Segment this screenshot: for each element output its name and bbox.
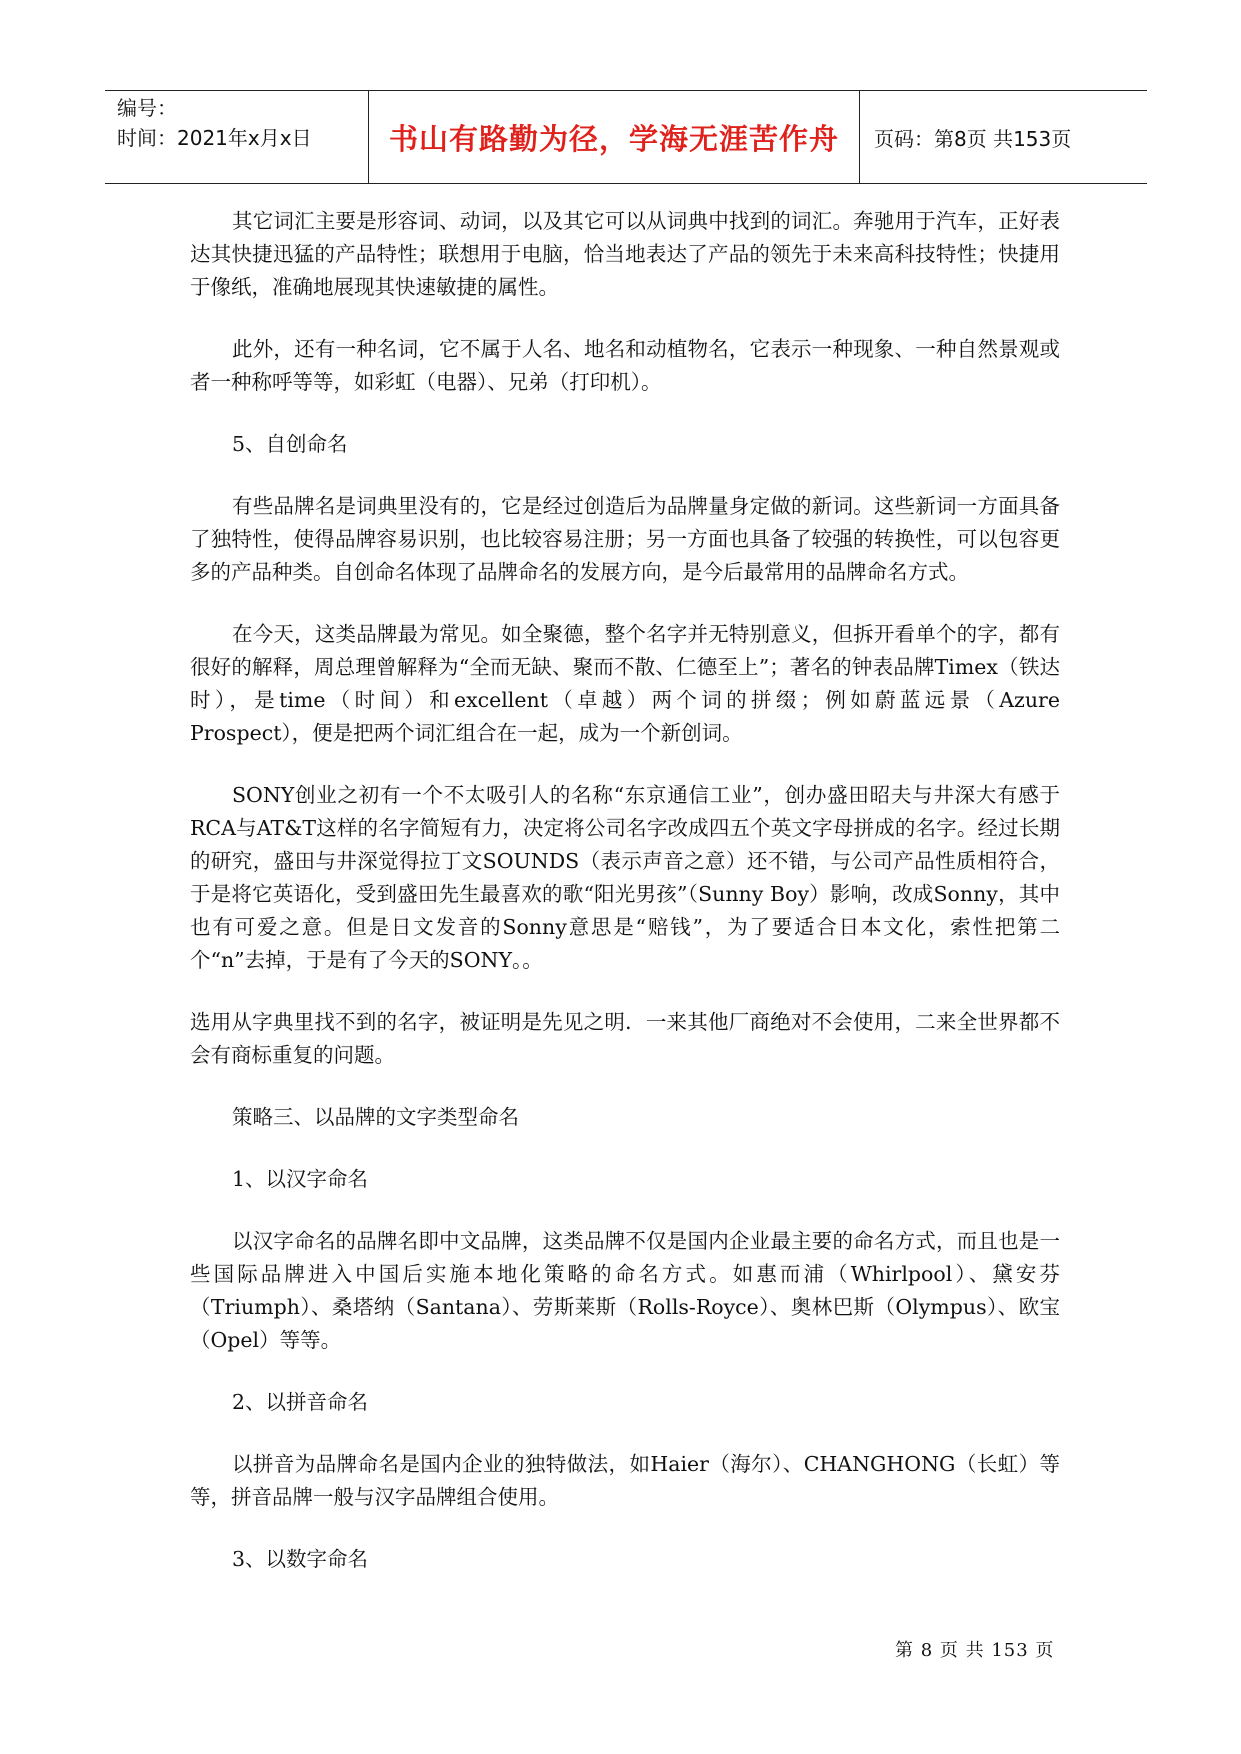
header-meta xyxy=(105,91,369,183)
paragraph: 选用从字典里找不到的名字，被证明是先见之明．一来其他厂商绝对不会使用，二来全世界都不会有商标重复的问题。 xyxy=(190,1010,1060,1067)
paragraph: 此外，还有一种名词，它不属于人名、地名和动植物名，它表示一种现象、一种自然景观或者一种称呼等等，如彩虹（电器）、兄弟（打印机）。 xyxy=(190,337,1060,394)
page-header xyxy=(105,90,1147,184)
paragraph: 有些品牌名是词典里没有的，它是经过创造后为品牌量身定做的新词。这些新词一方面具备了独特性，使得品牌容易识别，也比较容易注册；另一方面也具备了较强的转换性，可以包容更多的产品种类。自创命名体现了品牌命名的发展方向，是今后最常用的品牌命名方式。 xyxy=(190,494,1060,584)
header-motto: 书山有路勤为径，学海无涯苦作舟 xyxy=(369,91,860,183)
paragraph: SONY创业之初有一个不太吸引人的名称“东京通信工业”，创办盛田昭夫与井深大有感于RCA与AT&T这样的名字简短有力，决定将公司名字改成四五个英文字母拼成的名字。经过长期的研究，盛田与井深觉得拉丁文SOUNDS（表示声音之意）还不错，与公司产品性质相符合，于是将它英语化，受到盛田先生最喜欢的歌“阳光男孩”（Sunny Boy）影响，改成Sonny，其中也有可爱之意。但是日文发音的Sonny意思是“赔钱”，为了要适合日本文化，索性把第二个“n”去掉，于是有了今天的SONY。。 xyxy=(190,783,1060,972)
header-page-number: 页码：第8页 共153页 xyxy=(874,126,1072,151)
section-heading: 1、以汉字命名 xyxy=(232,1167,369,1191)
paragraph: 在今天，这类品牌最为常见。如全聚德，整个名字并无特别意义，但拆开看单个的字，都有很好的解释，周总理曾解释为“全而无缺、聚而不散、仁德至上”；著名的钟表品牌Timex（铁达时），是time（时间）和excellent（卓越）两个词的拼缀；例如蔚蓝远景（Azure Prospect），便是把两个词汇组合在一起，成为一个新创词。 xyxy=(190,622,1060,745)
document-body xyxy=(190,205,1060,1605)
section-heading: 3、以数字命名 xyxy=(232,1547,369,1571)
paragraph: 其它词汇主要是形容词、动词，以及其它可以从词典中找到的词汇。奔驰用于汽车，正好表达其快捷迅猛的产品特性；联想用于电脑，恰当地表达了产品的领先于未来高科技特性；快捷用于像纸，准确地展现其快速敏捷的属性。 xyxy=(190,209,1060,299)
document-number-label: 编号： xyxy=(117,96,177,120)
document-time-label: 时间：2021年x月x日 xyxy=(117,126,312,150)
section-heading: 2、以拼音命名 xyxy=(232,1390,369,1414)
paragraph: 以汉字命名的品牌名即中文品牌，这类品牌不仅是国内企业最主要的命名方式，而且也是一些国际品牌进入中国后实施本地化策略的命名方式。如惠而浦（Whirlpool）、黛安芬（Triumph）、桑塔纳（Santana）、劳斯莱斯（Rolls-Royce）、奥林巴斯（Olympus）、欧宝（Opel）等等。 xyxy=(190,1229,1060,1352)
paragraph: 以拼音为品牌命名是国内企业的独特做法，如Haier（海尔）、CHANGHONG（长虹）等等，拼音品牌一般与汉字品牌组合使用。 xyxy=(190,1452,1060,1509)
section-heading: 策略三、以品牌的文字类型命名 xyxy=(232,1105,519,1129)
section-heading: 5、自创命名 xyxy=(232,432,348,456)
page-footer: 第 8 页 共 153 页 xyxy=(895,1640,1055,1661)
